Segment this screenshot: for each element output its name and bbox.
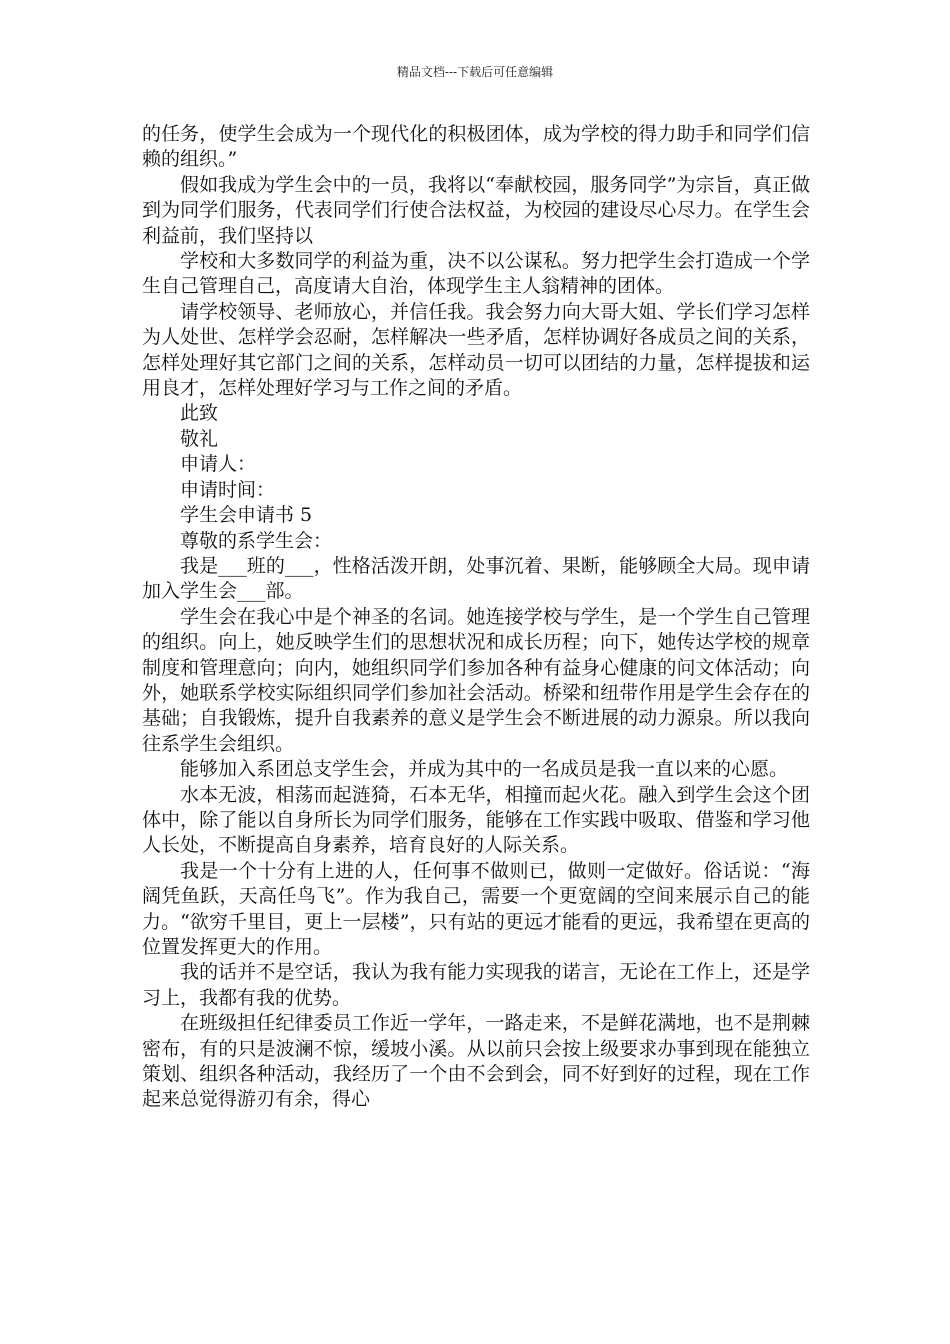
document-body [142, 122, 810, 1113]
paragraph: 的任务，使学生会成为一个现代化的积极团体，成为学校的得力助手和同学们信赖的组织。” [142, 123, 810, 171]
paragraph: 能够加入系团总支学生会，并成为其中的一名成员是我一直以来的心愿。 [180, 758, 789, 781]
section-title: 学生会申请书 5 [180, 504, 313, 527]
applicant-line: 申请人： [180, 453, 257, 476]
closing-line: 敬礼 [180, 427, 219, 450]
paragraph: 我是___班的___，性格活泼开朗，处事沉着、果断，能够顾全大局。现申请加入学生会___部。 [142, 554, 810, 603]
salutation: 尊敬的系学生会： [180, 529, 333, 552]
page-header: 精品文档---下载后可任意编辑 [396, 65, 554, 79]
paragraph: 假如我成为学生会中的一员，我将以“奉献校园，服务同学”为宗旨，真正做到为同学们服务，代表同学们行使合法权益，为校园的建设尽心尽力。在学生会利益前，我们坚持以 [142, 173, 810, 247]
date-line: 申请时间： [180, 478, 276, 501]
closing-line: 此致 [180, 402, 219, 425]
paragraph: 水本无波，相荡而起涟猗，石本无华，相撞而起火花。融入到学生会这个团体中，除了能以自身所长为同学们服务，能够在工作实践中吸取、借鉴和学习他人长处，不断提高自身素养，培育良好的人际关系。 [142, 783, 810, 857]
paragraph: 学生会在我心中是个神圣的名词。她连接学校与学生，是一个学生自己管理的组织。向上，她反映学生们的思想状况和成长历程；向下，她传达学校的规章制度和管理意向；向内，她组织同学们参加各种有益身心健康的问文体活动；向外，她联系学校实际组织同学们参加社会活动。桥梁和纽带作用是学生会存在的基础；自我锻炼，提升自我素养的意义是学生会不断进展的动力源泉。所以我向往系学生会组织。 [142, 605, 810, 755]
paragraph: 请学校领导、老师放心，并信任我。我会努力向大哥大姐、学长们学习怎样为人处世、怎样学会忍耐，怎样解决一些矛盾，怎样协调好各成员之间的关系，怎样处理好其它部门之间的关系，怎样动员一切可以团结的力量，怎样提拔和运用良才，怎样处理好学习与工作之间的矛盾。 [142, 300, 810, 400]
paragraph: 学校和大多数同学的利益为重，决不以公谋私。努力把学生会打造成一个学生自己管理自己，高度请大自治，体现学生主人翁精神的团体。 [142, 250, 810, 298]
paragraph: 我是一个十分有上进的人，任何事不做则已，做则一定做好。俗话说：“海阔凭鱼跃，天高任鸟飞”。作为我自己，需要一个更宽阔的空间来展示自己的能力。“欲穷千里目，更上一层楼”，只有站的更远才能看的更远，我希望在更高的位置发挥更大的作用。 [142, 859, 810, 958]
paragraph: 我的话并不是空话，我认为我有能力实现我的诺言，无论在工作上，还是学习上，我都有我的优势。 [142, 961, 810, 1009]
paragraph: 在班级担任纪律委员工作近一学年，一路走来，不是鲜花满地，也不是荆棘密布，有的只是波澜不惊，缓坡小溪。从以前只会按上级要求办事到现在能独立策划、组织各种活动，我经历了一个由不会到会，同不好到好的过程，现在工作起来总觉得游刃有余，得心 [142, 1012, 810, 1111]
